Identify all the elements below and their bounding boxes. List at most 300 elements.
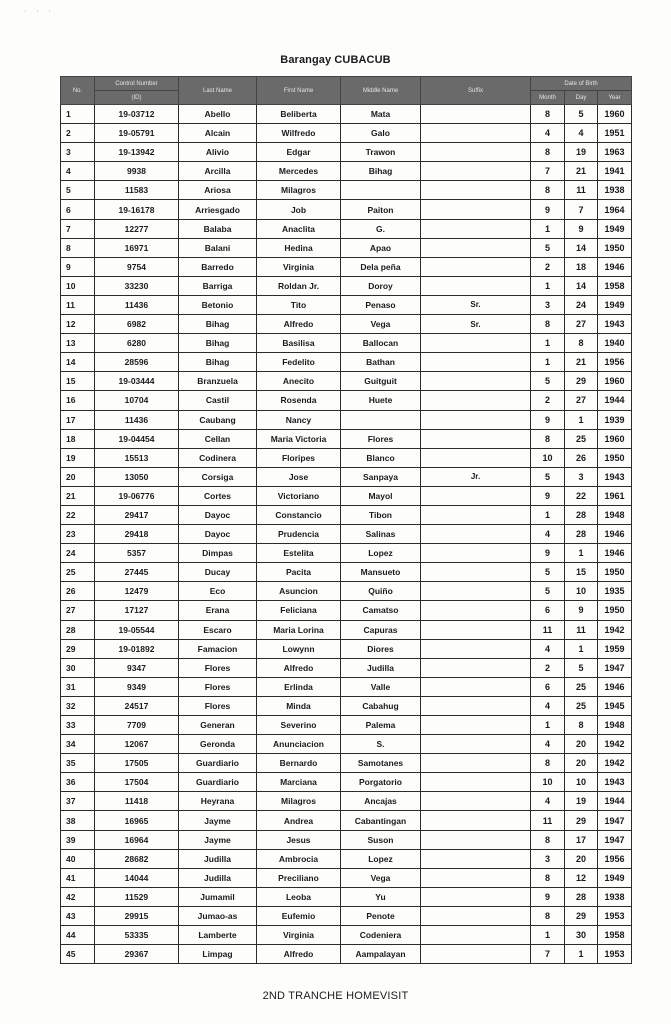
cell-suffix — [421, 773, 531, 792]
cell-middle-name: Vega — [341, 868, 421, 887]
cell-no: 44 — [61, 926, 95, 945]
cell-year: 1950 — [598, 601, 632, 620]
cell-control-number: 9754 — [95, 257, 179, 276]
cell-year: 1950 — [598, 238, 632, 257]
cell-control-number: 6280 — [95, 334, 179, 353]
cell-last-name: Jumamil — [179, 887, 257, 906]
cell-control-number: 12067 — [95, 735, 179, 754]
cell-suffix — [421, 410, 531, 429]
cell-no: 5 — [61, 181, 95, 200]
cell-middle-name: Trawon — [341, 143, 421, 162]
cell-last-name: Jayme — [179, 830, 257, 849]
cell-year: 1961 — [598, 486, 632, 505]
cell-control-number: 19-05544 — [95, 620, 179, 639]
cell-last-name: Judilla — [179, 868, 257, 887]
cell-no: 27 — [61, 601, 95, 620]
cell-month: 9 — [531, 887, 565, 906]
header-control-sub: (ID) — [95, 91, 179, 105]
cell-month: 1 — [531, 334, 565, 353]
cell-suffix — [421, 200, 531, 219]
cell-year: 1947 — [598, 830, 632, 849]
cell-no: 24 — [61, 544, 95, 563]
header-middle-name: Middle Name — [341, 77, 421, 105]
cell-middle-name: Valle — [341, 677, 421, 696]
cell-first-name: Virginia — [257, 257, 341, 276]
cell-first-name: Eufemio — [257, 906, 341, 925]
cell-day: 29 — [565, 906, 598, 925]
cell-no: 40 — [61, 849, 95, 868]
cell-year: 1960 — [598, 105, 632, 124]
header-date-of-birth: Date of Birth — [531, 77, 632, 91]
cell-control-number: 27445 — [95, 563, 179, 582]
cell-middle-name: Sanpaya — [341, 467, 421, 486]
cell-no: 43 — [61, 906, 95, 925]
cell-month: 11 — [531, 811, 565, 830]
cell-no: 16 — [61, 391, 95, 410]
cell-suffix — [421, 563, 531, 582]
cell-month: 1 — [531, 353, 565, 372]
cell-day: 20 — [565, 735, 598, 754]
cell-month: 10 — [531, 773, 565, 792]
cell-no: 20 — [61, 467, 95, 486]
cell-year: 1942 — [598, 735, 632, 754]
header-suffix: Suffix — [421, 77, 531, 105]
table-row — [61, 639, 632, 658]
cell-first-name: Jose — [257, 467, 341, 486]
table-row — [61, 143, 632, 162]
cell-day: 28 — [565, 525, 598, 544]
cell-last-name: Jumao-as — [179, 906, 257, 925]
cell-last-name: Balani — [179, 238, 257, 257]
cell-control-number: 17504 — [95, 773, 179, 792]
cell-first-name: Alfredo — [257, 945, 341, 964]
cell-month: 8 — [531, 906, 565, 925]
table-row — [61, 582, 632, 601]
cell-suffix — [421, 639, 531, 658]
table-row — [61, 926, 632, 945]
cell-year: 1943 — [598, 467, 632, 486]
cell-no: 13 — [61, 334, 95, 353]
header-day: Day — [565, 91, 598, 105]
cell-first-name: Milagros — [257, 792, 341, 811]
cell-day: 5 — [565, 658, 598, 677]
table-row — [61, 792, 632, 811]
cell-suffix — [421, 525, 531, 544]
cell-day: 9 — [565, 601, 598, 620]
cell-middle-name: Lopez — [341, 849, 421, 868]
cell-first-name: Maria Lorina — [257, 620, 341, 639]
cell-first-name: Basilisa — [257, 334, 341, 353]
table-row — [61, 945, 632, 964]
cell-day: 20 — [565, 754, 598, 773]
cell-last-name: Cortes — [179, 486, 257, 505]
cell-last-name: Alivio — [179, 143, 257, 162]
cell-month: 8 — [531, 143, 565, 162]
scan-specks: · · · — [24, 8, 55, 15]
cell-control-number: 11529 — [95, 887, 179, 906]
cell-no: 26 — [61, 582, 95, 601]
cell-last-name: Codinera — [179, 448, 257, 467]
table-row — [61, 887, 632, 906]
cell-suffix — [421, 582, 531, 601]
cell-last-name: Dayoc — [179, 505, 257, 524]
cell-month: 9 — [531, 410, 565, 429]
cell-last-name: Bihag — [179, 315, 257, 334]
cell-year: 1963 — [598, 143, 632, 162]
cell-first-name: Marciana — [257, 773, 341, 792]
cell-year: 1942 — [598, 754, 632, 773]
cell-middle-name: Doroy — [341, 276, 421, 295]
cell-month: 4 — [531, 124, 565, 143]
cell-suffix — [421, 887, 531, 906]
cell-no: 23 — [61, 525, 95, 544]
cell-middle-name: Blanco — [341, 448, 421, 467]
cell-last-name: Alcain — [179, 124, 257, 143]
cell-year: 1950 — [598, 563, 632, 582]
cell-first-name: Lowynn — [257, 639, 341, 658]
cell-day: 29 — [565, 811, 598, 830]
cell-suffix — [421, 276, 531, 295]
cell-suffix — [421, 353, 531, 372]
cell-last-name: Balaba — [179, 219, 257, 238]
cell-middle-name: Porgatorio — [341, 773, 421, 792]
cell-control-number: 6982 — [95, 315, 179, 334]
table-row — [61, 429, 632, 448]
cell-suffix: Sr. — [421, 295, 531, 314]
cell-middle-name: Huete — [341, 391, 421, 410]
cell-last-name: Eco — [179, 582, 257, 601]
cell-first-name: Asuncion — [257, 582, 341, 601]
cell-control-number: 9938 — [95, 162, 179, 181]
cell-month: 3 — [531, 849, 565, 868]
cell-middle-name — [341, 181, 421, 200]
cell-last-name: Arriesgado — [179, 200, 257, 219]
cell-no: 35 — [61, 754, 95, 773]
cell-last-name: Betonio — [179, 295, 257, 314]
cell-year: 1949 — [598, 295, 632, 314]
cell-middle-name: Galo — [341, 124, 421, 143]
cell-day: 25 — [565, 696, 598, 715]
cell-day: 21 — [565, 162, 598, 181]
cell-first-name: Ambrocia — [257, 849, 341, 868]
cell-year: 1946 — [598, 544, 632, 563]
cell-day: 25 — [565, 677, 598, 696]
cell-day: 1 — [565, 544, 598, 563]
table-row — [61, 696, 632, 715]
cell-month: 5 — [531, 238, 565, 257]
cell-last-name: Flores — [179, 658, 257, 677]
table-row — [61, 811, 632, 830]
cell-middle-name: G. — [341, 219, 421, 238]
cell-day: 28 — [565, 505, 598, 524]
cell-middle-name: Mansueto — [341, 563, 421, 582]
table-row — [61, 830, 632, 849]
cell-last-name: Branzuela — [179, 372, 257, 391]
cell-first-name: Edgar — [257, 143, 341, 162]
table-row — [61, 353, 632, 372]
cell-suffix — [421, 620, 531, 639]
cell-control-number: 19-04454 — [95, 429, 179, 448]
table-row — [61, 906, 632, 925]
cell-day: 11 — [565, 181, 598, 200]
cell-year: 1946 — [598, 257, 632, 276]
cell-last-name: Barriga — [179, 276, 257, 295]
cell-middle-name: Penote — [341, 906, 421, 925]
cell-control-number: 19-01892 — [95, 639, 179, 658]
cell-year: 1958 — [598, 926, 632, 945]
cell-month: 7 — [531, 945, 565, 964]
cell-first-name: Victoriano — [257, 486, 341, 505]
cell-last-name: Ariosa — [179, 181, 257, 200]
cell-no: 10 — [61, 276, 95, 295]
cell-middle-name: Suson — [341, 830, 421, 849]
cell-middle-name: Vega — [341, 315, 421, 334]
cell-day: 5 — [565, 105, 598, 124]
table-row — [61, 276, 632, 295]
cell-control-number: 28596 — [95, 353, 179, 372]
cell-first-name: Tito — [257, 295, 341, 314]
cell-middle-name: Codeniera — [341, 926, 421, 945]
cell-first-name: Anaclita — [257, 219, 341, 238]
table-row — [61, 124, 632, 143]
cell-year: 1935 — [598, 582, 632, 601]
cell-year: 1950 — [598, 448, 632, 467]
cell-suffix — [421, 926, 531, 945]
cell-suffix — [421, 754, 531, 773]
cell-middle-name: Cabantingan — [341, 811, 421, 830]
cell-first-name: Jesus — [257, 830, 341, 849]
cell-middle-name: Mayol — [341, 486, 421, 505]
cell-first-name: Estelita — [257, 544, 341, 563]
table-row — [61, 238, 632, 257]
cell-no: 25 — [61, 563, 95, 582]
cell-middle-name: Tibon — [341, 505, 421, 524]
cell-first-name: Alfredo — [257, 658, 341, 677]
table-body — [61, 105, 632, 964]
cell-control-number: 12479 — [95, 582, 179, 601]
cell-no: 1 — [61, 105, 95, 124]
cell-no: 11 — [61, 295, 95, 314]
cell-last-name: Generan — [179, 716, 257, 735]
cell-month: 9 — [531, 544, 565, 563]
cell-last-name: Corsiga — [179, 467, 257, 486]
table-row — [61, 754, 632, 773]
cell-year: 1947 — [598, 811, 632, 830]
cell-control-number: 29367 — [95, 945, 179, 964]
cell-suffix — [421, 735, 531, 754]
cell-no: 9 — [61, 257, 95, 276]
cell-suffix — [421, 945, 531, 964]
cell-suffix: Sr. — [421, 315, 531, 334]
cell-suffix — [421, 391, 531, 410]
cell-first-name: Wilfredo — [257, 124, 341, 143]
cell-year: 1948 — [598, 716, 632, 735]
cell-first-name: Erlinda — [257, 677, 341, 696]
cell-no: 2 — [61, 124, 95, 143]
table-row — [61, 505, 632, 524]
cell-day: 1 — [565, 639, 598, 658]
cell-month: 9 — [531, 486, 565, 505]
cell-month: 2 — [531, 257, 565, 276]
cell-day: 20 — [565, 849, 598, 868]
cell-no: 33 — [61, 716, 95, 735]
cell-year: 1953 — [598, 906, 632, 925]
cell-suffix — [421, 792, 531, 811]
cell-control-number: 17505 — [95, 754, 179, 773]
cell-last-name: Dimpas — [179, 544, 257, 563]
cell-month: 1 — [531, 716, 565, 735]
cell-first-name: Bernardo — [257, 754, 341, 773]
cell-day: 8 — [565, 334, 598, 353]
cell-no: 34 — [61, 735, 95, 754]
cell-last-name: Barredo — [179, 257, 257, 276]
cell-month: 4 — [531, 525, 565, 544]
cell-middle-name: Palema — [341, 716, 421, 735]
cell-no: 36 — [61, 773, 95, 792]
table-row — [61, 735, 632, 754]
cell-first-name: Anecito — [257, 372, 341, 391]
cell-year: 1941 — [598, 162, 632, 181]
cell-control-number: 19-03712 — [95, 105, 179, 124]
cell-suffix — [421, 696, 531, 715]
table-row — [61, 601, 632, 620]
cell-control-number: 14044 — [95, 868, 179, 887]
cell-first-name: Fedelito — [257, 353, 341, 372]
header-last-name: Last Name — [179, 77, 257, 105]
cell-month: 4 — [531, 696, 565, 715]
cell-control-number: 53335 — [95, 926, 179, 945]
cell-last-name: Arcilla — [179, 162, 257, 181]
cell-month: 10 — [531, 448, 565, 467]
cell-control-number: 28682 — [95, 849, 179, 868]
cell-middle-name: Salinas — [341, 525, 421, 544]
cell-first-name: Anunciacion — [257, 735, 341, 754]
cell-middle-name: Samotanes — [341, 754, 421, 773]
cell-no: 41 — [61, 868, 95, 887]
cell-year: 1948 — [598, 505, 632, 524]
cell-first-name: Milagros — [257, 181, 341, 200]
cell-last-name: Ducay — [179, 563, 257, 582]
cell-middle-name: Bihag — [341, 162, 421, 181]
cell-control-number: 29418 — [95, 525, 179, 544]
cell-suffix — [421, 105, 531, 124]
cell-no: 39 — [61, 830, 95, 849]
cell-control-number: 11436 — [95, 295, 179, 314]
cell-control-number: 16965 — [95, 811, 179, 830]
cell-year: 1960 — [598, 429, 632, 448]
cell-no: 45 — [61, 945, 95, 964]
cell-year: 1960 — [598, 372, 632, 391]
header-year: Year — [598, 91, 632, 105]
cell-no: 32 — [61, 696, 95, 715]
cell-day: 1 — [565, 945, 598, 964]
cell-middle-name: Yu — [341, 887, 421, 906]
cell-middle-name — [341, 410, 421, 429]
cell-control-number: 19-06776 — [95, 486, 179, 505]
cell-middle-name: S. — [341, 735, 421, 754]
cell-month: 7 — [531, 162, 565, 181]
cell-middle-name: Apao — [341, 238, 421, 257]
cell-day: 24 — [565, 295, 598, 314]
cell-middle-name: Bathan — [341, 353, 421, 372]
table-row — [61, 410, 632, 429]
cell-year: 1942 — [598, 620, 632, 639]
cell-day: 27 — [565, 315, 598, 334]
cell-suffix — [421, 716, 531, 735]
cell-first-name: Nancy — [257, 410, 341, 429]
cell-day: 14 — [565, 238, 598, 257]
cell-middle-name: Ancajas — [341, 792, 421, 811]
cell-day: 30 — [565, 926, 598, 945]
cell-middle-name: Penaso — [341, 295, 421, 314]
cell-control-number: 19-03444 — [95, 372, 179, 391]
cell-day: 14 — [565, 276, 598, 295]
table-row — [61, 467, 632, 486]
cell-suffix — [421, 868, 531, 887]
cell-day: 25 — [565, 429, 598, 448]
cell-control-number: 11418 — [95, 792, 179, 811]
cell-last-name: Abello — [179, 105, 257, 124]
cell-month: 3 — [531, 295, 565, 314]
cell-day: 15 — [565, 563, 598, 582]
table-row — [61, 677, 632, 696]
cell-month: 4 — [531, 792, 565, 811]
cell-no: 3 — [61, 143, 95, 162]
cell-day: 9 — [565, 219, 598, 238]
cell-suffix — [421, 658, 531, 677]
cell-no: 6 — [61, 200, 95, 219]
cell-middle-name: Camatso — [341, 601, 421, 620]
cell-day: 10 — [565, 582, 598, 601]
cell-no: 38 — [61, 811, 95, 830]
cell-no: 4 — [61, 162, 95, 181]
cell-last-name: Limpag — [179, 945, 257, 964]
header-no: No. — [61, 77, 95, 105]
cell-control-number: 19-05791 — [95, 124, 179, 143]
table-row — [61, 372, 632, 391]
cell-control-number: 33230 — [95, 276, 179, 295]
cell-middle-name: Mata — [341, 105, 421, 124]
table-row — [61, 334, 632, 353]
cell-year: 1949 — [598, 868, 632, 887]
cell-no: 7 — [61, 219, 95, 238]
cell-control-number: 11583 — [95, 181, 179, 200]
header-first-name: First Name — [257, 77, 341, 105]
cell-first-name: Minda — [257, 696, 341, 715]
cell-month: 5 — [531, 467, 565, 486]
cell-control-number: 17127 — [95, 601, 179, 620]
footer-note: 2ND TRANCHE HOMEVISIT — [262, 990, 409, 1002]
cell-month: 2 — [531, 658, 565, 677]
cell-suffix — [421, 238, 531, 257]
table-row — [61, 525, 632, 544]
cell-day: 17 — [565, 830, 598, 849]
cell-no: 8 — [61, 238, 95, 257]
cell-year: 1939 — [598, 410, 632, 429]
cell-control-number: 5357 — [95, 544, 179, 563]
cell-month: 1 — [531, 276, 565, 295]
cell-suffix — [421, 677, 531, 696]
table-row — [61, 105, 632, 124]
cell-first-name: Maria Victoria — [257, 429, 341, 448]
cell-control-number: 16964 — [95, 830, 179, 849]
cell-last-name: Famacion — [179, 639, 257, 658]
cell-first-name: Leoba — [257, 887, 341, 906]
cell-month: 11 — [531, 620, 565, 639]
cell-last-name: Caubang — [179, 410, 257, 429]
cell-suffix — [421, 906, 531, 925]
cell-first-name: Andrea — [257, 811, 341, 830]
